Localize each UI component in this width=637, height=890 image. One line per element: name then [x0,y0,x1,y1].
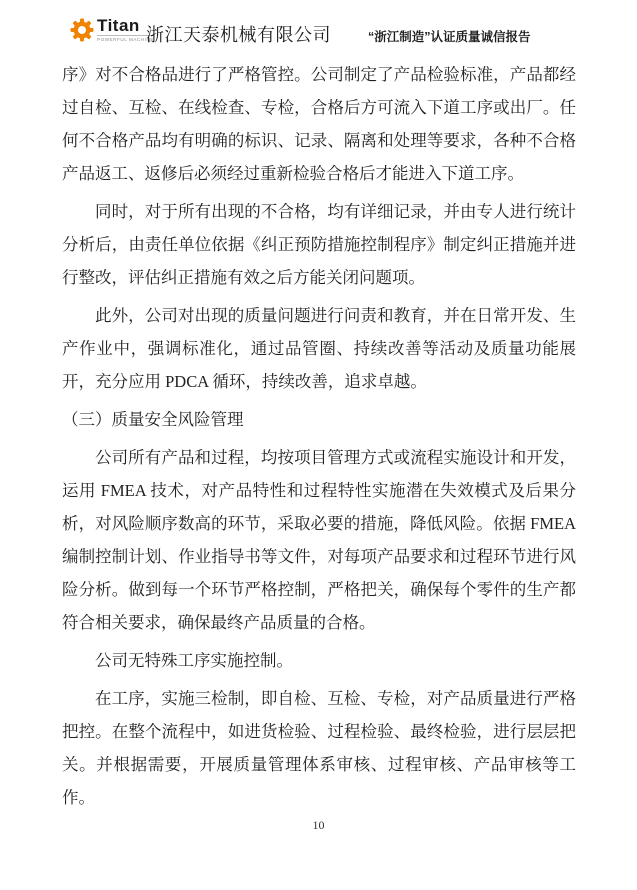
paragraph: 公司所有产品和过程，均按项目管理方式或流程实施设计和开发，运用 FMEA 技术，对产品特性和过程特性实施潜在失效模式及后果分析，对风险顺序数高的环节，采取必要的措施，降低风险。依据 FMEA 编制控制计划、作业指导书等文件，对每项产品要求和过程环节进行风险分析。做到每一个环节严格控制，严格把关，确保每个零件的生产都符合相关要求，确保最终产品质量的合格。 [62,448,576,632]
paragraph-continuation: 序》对不合格品进行了严格管控。公司制定了产品检验标准，产品都经过自检、互检、在线检查、专检，合格后方可流入下道工序或出厂。任何不合格产品均有明确的标识、记录、隔离和处理等要求，各种不合格产品返工、返修后必须经过重新检验合格后才能进入下道工序。 [62,65,576,183]
company-logo [70,17,154,43]
company-name: 浙江天泰机械有限公司 [146,25,331,45]
page-header [0,0,637,54]
section-heading: （三）质量安全风险管理 [62,410,244,429]
paragraph: 公司无特殊工序实施控制。 [95,651,293,670]
paragraph: 在工序，实施三检制，即自检、互检、专检，对产品质量进行严格把控。在整个流程中，如进货检验、过程检验、最终检验，进行层层把关。并根据需要，开展质量管理体系审核、过程审核、产品审核等工作。 [62,689,576,807]
gear-icon [70,18,94,42]
page-number: 10 [312,818,325,832]
paragraph: 此外，公司对出现的质量问题进行问责和教育，并在日常开发、生产作业中，强调标准化，通过品管圈、持续改善等活动及质量功能展开，充分应用 PDCA 循环，持续改善，追求卓越。 [62,306,576,391]
paragraph: 同时，对于所有出现的不合格，均有详细记录，并由专人进行统计分析后，由责任单位依据《纠正预防措施控制程序》制定纠正措施并进行整改，评估纠正措施有效之后方能关闭问题项。 [62,202,576,287]
report-title: “浙江制造”认证质量诚信报告 [368,30,531,44]
document-body [62,58,576,819]
logo-brand-text: Titan [97,16,140,35]
logo-tagline-text: POWERFUL MACHINE [97,37,154,42]
